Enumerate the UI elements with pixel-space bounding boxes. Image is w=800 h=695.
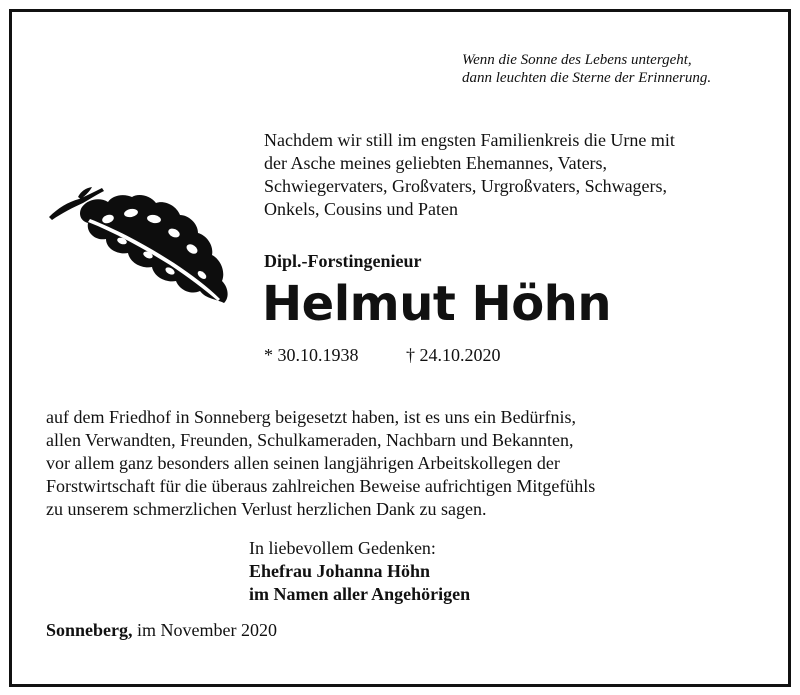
body-line: auf dem Friedhof in Sonneberg beigesetzt haben, ist es uns ein Bedürfnis, (46, 407, 577, 427)
intro-line: Schwiegervaters, Großvaters, Urgroßvaters, Schwagers, (264, 176, 668, 196)
place-date-line (46, 620, 277, 641)
city: Sonneberg, (46, 620, 133, 640)
date: im November 2020 (137, 620, 277, 640)
deceased-name: Helmut Höhn (262, 276, 612, 332)
body-line: vor allem ganz besonders allen seinen langjährigen Arbeitskollegen der (46, 453, 560, 473)
life-dates (264, 345, 501, 366)
intro-line: Nachdem wir still im engsten Familienkreis die Urne mit (264, 130, 675, 150)
body-line: Forstwirtschaft für die überaus zahlreichen Beweise aufrichtigen Mitgefühls (46, 476, 596, 496)
thanks-paragraph (46, 406, 766, 521)
death-date: † 24.10.2020 (406, 345, 501, 365)
signer-name: Ehefrau Johanna Höhn (249, 561, 431, 581)
memorial-quote (462, 51, 762, 87)
birth-date: * 30.10.1938 (264, 345, 359, 365)
body-line: zu unserem schmerzlichen Verlust herzlichen Dank zu sagen. (46, 499, 487, 519)
quote-line-1: Wenn die Sonne des Lebens untergeht, (462, 52, 692, 68)
on-behalf-line: im Namen aller Angehörigen (249, 584, 471, 604)
quote-line-2: dann leuchten die Sterne der Erinnerung. (462, 70, 712, 86)
intro-line: Onkels, Cousins und Paten (264, 199, 459, 219)
closing-intro: In liebevollem Gedenken: (249, 538, 436, 558)
closing-block (249, 537, 470, 606)
intro-paragraph (264, 129, 744, 221)
oak-leaf-icon (46, 183, 232, 305)
deceased-title: Dipl.-Forstingenieur (264, 251, 422, 271)
intro-line: der Asche meines geliebten Ehemannes, Vaters, (264, 153, 608, 173)
body-line: allen Verwandten, Freunden, Schulkameraden, Nachbarn und Bekannten, (46, 430, 574, 450)
